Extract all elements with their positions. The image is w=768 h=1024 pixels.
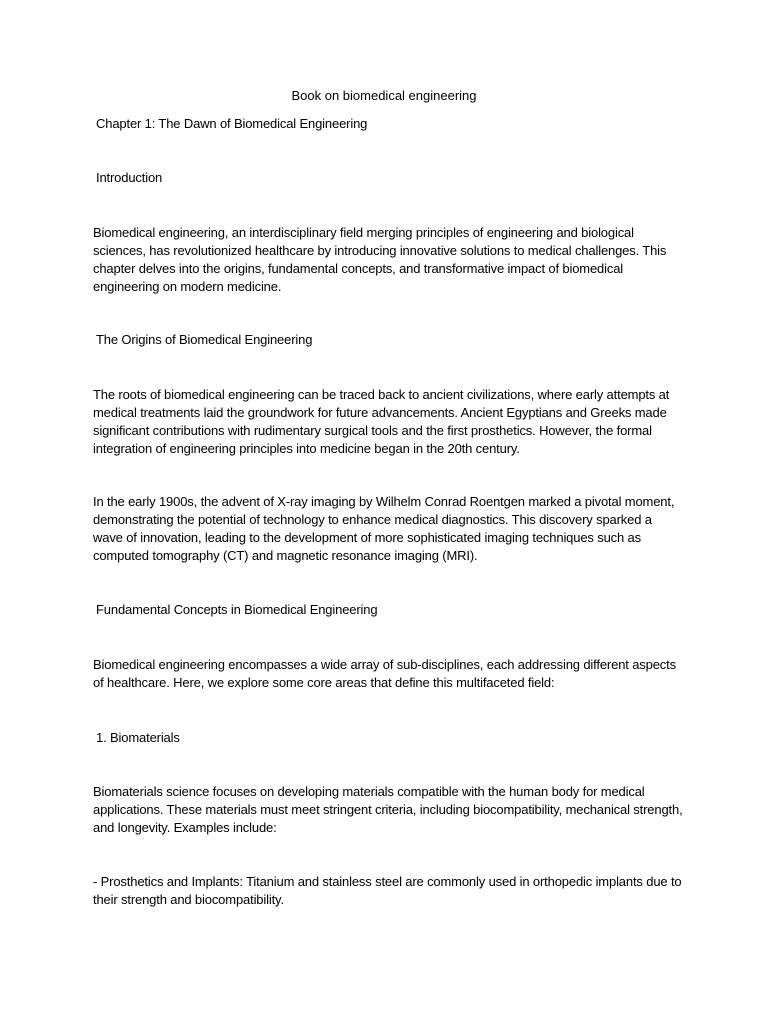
section-heading-origins: The Origins of Biomedical Engineering bbox=[96, 332, 313, 347]
section-heading-biomaterials: 1. Biomaterials bbox=[96, 730, 180, 745]
section-heading-fundamental-concepts: Fundamental Concepts in Biomedical Engineering bbox=[96, 602, 378, 617]
list-item-prosthetics: - Prosthetics and Implants: Titanium and stainless steel are commonly used in orthopedic implants due to their strength and biocompatibility. bbox=[93, 874, 682, 907]
paragraph-origins-xray: In the early 1900s, the advent of X-ray imaging by Wilhelm Conrad Roentgen marked a pivotal moment, demonstrating the potential of technology to enhance medical diagnostics. This discovery sparked a wave of innovation, leading to the development of more sophisticated imaging techniques such as computed tomography (CT) and magnetic resonance imaging (MRI). bbox=[93, 494, 675, 563]
paragraph-origins-roots: The roots of biomedical engineering can be traced back to ancient civilizations, where early attempts at medical treatments laid the groundwork for future advancements. Ancient Egyptians and Greeks made significant contributions with rudimentary surgical tools and the first prosthetics. However, the formal integration of engineering principles into medicine began in the 20th century. bbox=[93, 387, 670, 456]
paragraph-biomaterials: Biomaterials science focuses on developing materials compatible with the human body for medical applications. These materials must meet stringent criteria, including biocompatibility, mechanical strength, and longevity. Examples include: bbox=[93, 784, 683, 835]
chapter-heading: Chapter 1: The Dawn of Biomedical Engineering bbox=[96, 116, 368, 131]
section-heading-introduction: Introduction bbox=[96, 170, 163, 185]
paragraph-fundamental-concepts: Biomedical engineering encompasses a wide array of sub-disciplines, each addressing different aspects of healthcare. Here, we explore some core areas that define this multifaceted field: bbox=[93, 657, 676, 690]
document-title: Book on biomedical engineering bbox=[291, 88, 477, 103]
paragraph-introduction: Biomedical engineering, an interdisciplinary field merging principles of engineering and biological sciences, has revolutionized healthcare by introducing innovative solutions to medical challenges. This chapter delves into the origins, fundamental concepts, and transformative impact of biomedical engineering on modern medicine. bbox=[93, 225, 667, 294]
